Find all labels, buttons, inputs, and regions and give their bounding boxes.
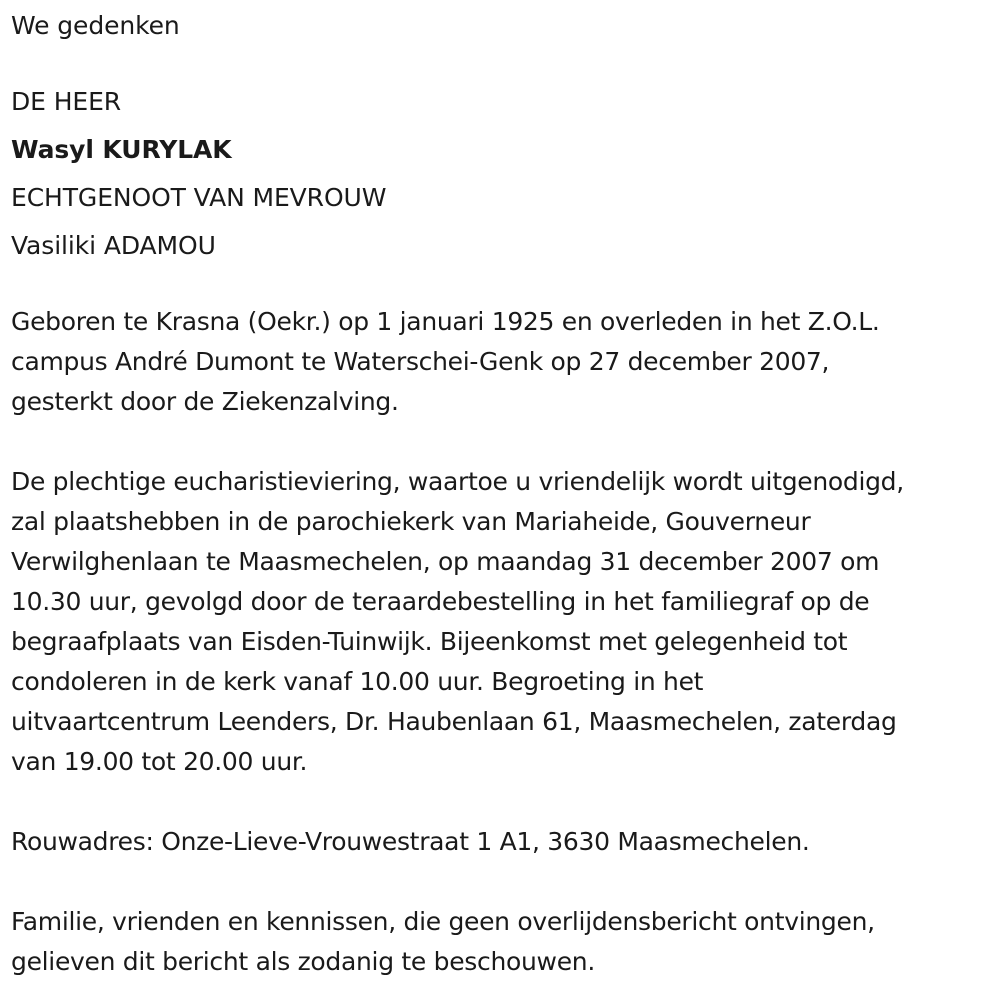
paragraph-line: uitvaartcentrum Leenders, Dr. Haubenlaan 61, Maasmechelen, zaterdag bbox=[11, 707, 897, 736]
honorific-title: DE HEER bbox=[11, 87, 122, 116]
paragraph-line: campus André Dumont te Waterschei-Genk op 27 december 2007, bbox=[11, 347, 830, 376]
obituary-notice bbox=[11, 6, 996, 982]
paragraph-line: van 19.00 tot 20.00 uur. bbox=[11, 747, 308, 776]
paragraph-line: gesterkt door de Ziekenzalving. bbox=[11, 387, 399, 416]
mourning-address: Rouwadres: Onze-Lieve-Vrouwestraat 1 A1, 3630 Maasmechelen. bbox=[11, 827, 810, 856]
birth-death-paragraph bbox=[11, 302, 996, 422]
paragraph-line: Familie, vrienden en kennissen, die geen overlijdensbericht ontvingen, bbox=[11, 907, 875, 936]
spouse-name: Vasiliki ADAMOU bbox=[11, 231, 216, 260]
ceremony-paragraph bbox=[11, 462, 996, 782]
name-block bbox=[11, 78, 996, 270]
relation-line: ECHTGENOOT VAN MEVROUW bbox=[11, 183, 387, 212]
deceased-name: Wasyl KURYLAK bbox=[11, 135, 232, 164]
intro-line: We gedenken bbox=[11, 11, 180, 40]
paragraph-line: 10.30 uur, gevolgd door de teraardebestelling in het familiegraf op de bbox=[11, 587, 870, 616]
closing-paragraph bbox=[11, 902, 996, 982]
paragraph-line: Verwilghenlaan te Maasmechelen, op maandag 31 december 2007 om bbox=[11, 547, 880, 576]
paragraph-line: begraafplaats van Eisden-Tuinwijk. Bijeenkomst met gelegenheid tot bbox=[11, 627, 848, 656]
paragraph-line: De plechtige eucharistieviering, waartoe u vriendelijk wordt uitgenodigd, bbox=[11, 467, 904, 496]
paragraph-line: gelieven dit bericht als zodanig te beschouwen. bbox=[11, 947, 595, 976]
paragraph-line: condoleren in de kerk vanaf 10.00 uur. Begroeting in het bbox=[11, 667, 704, 696]
address-paragraph bbox=[11, 822, 996, 862]
paragraph-line: Geboren te Krasna (Oekr.) op 1 januari 1925 en overleden in het Z.O.L. bbox=[11, 307, 880, 336]
paragraph-line: zal plaatshebben in de parochiekerk van Mariaheide, Gouverneur bbox=[11, 507, 811, 536]
